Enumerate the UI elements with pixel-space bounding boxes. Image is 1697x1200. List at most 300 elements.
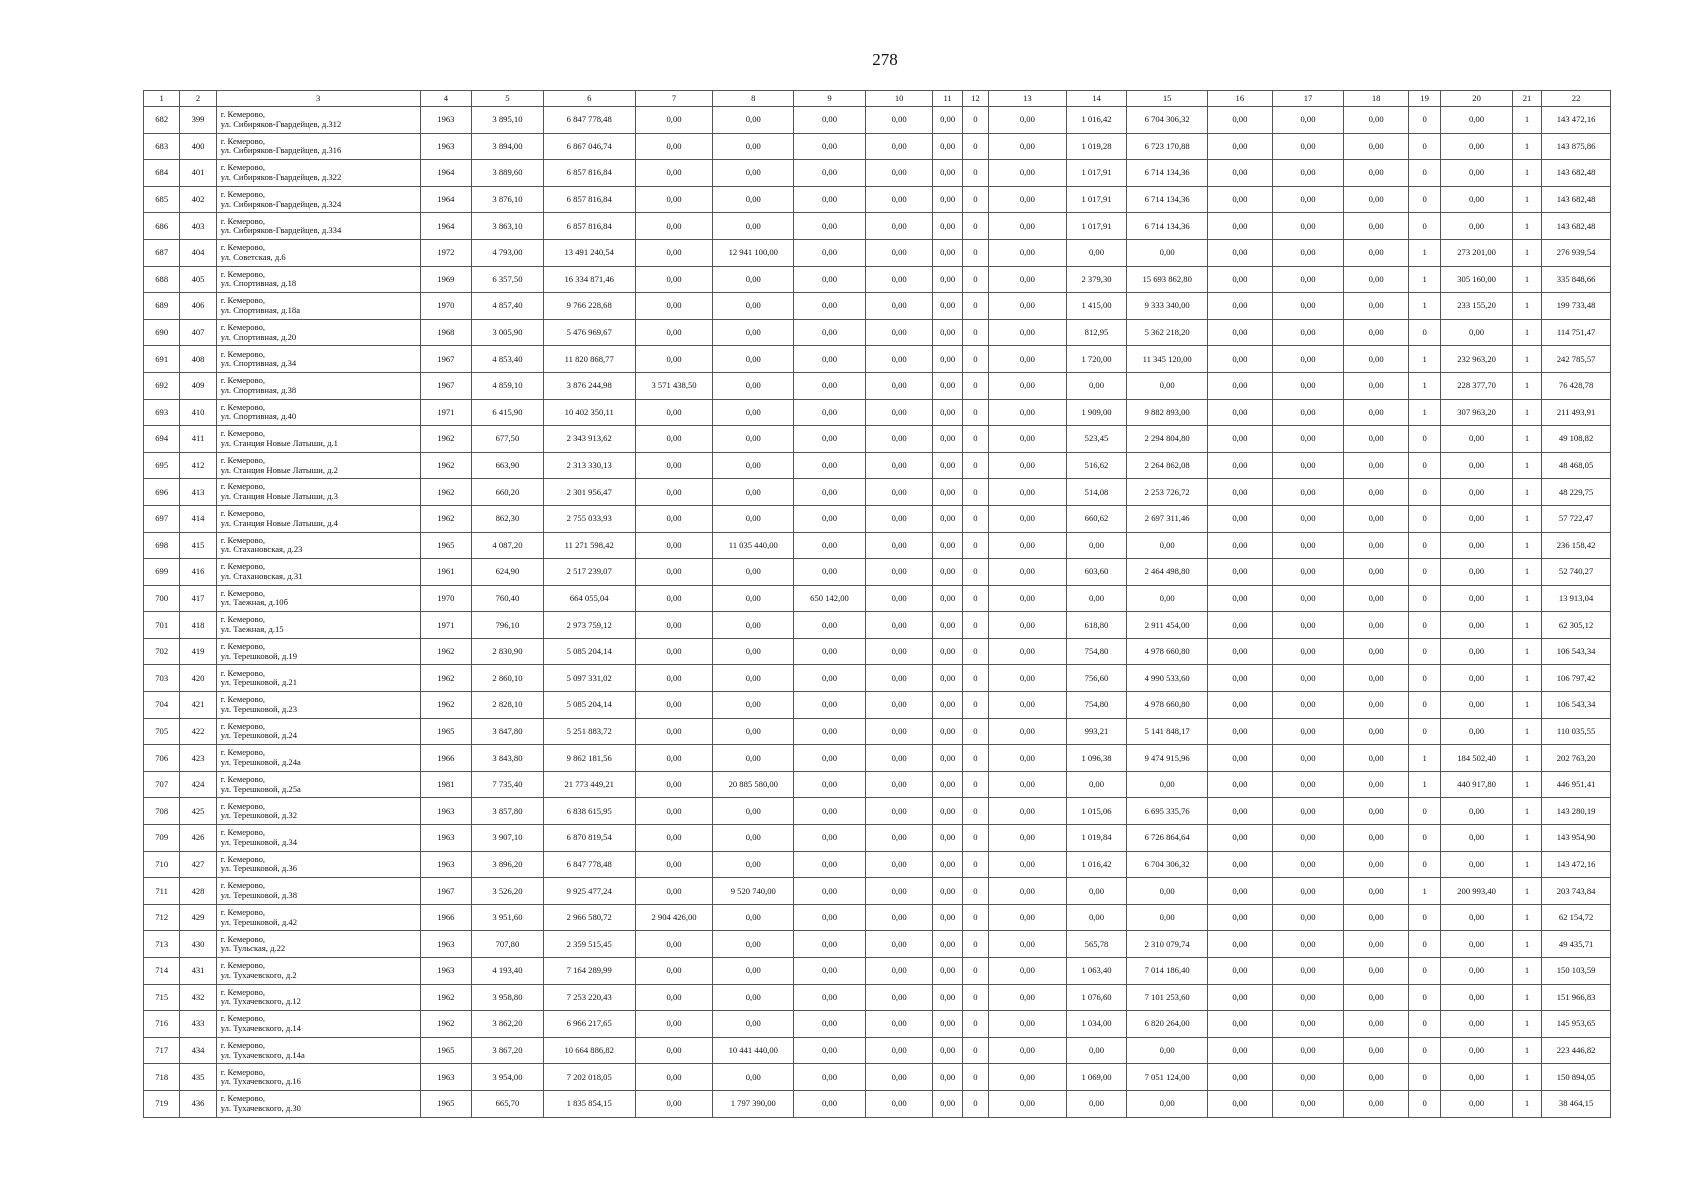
- table-cell: 1: [1512, 266, 1541, 293]
- address-line: ул. Терешковой, д.24: [220, 730, 297, 741]
- table-cell: 0,00: [933, 798, 962, 825]
- table-cell: 0,00: [794, 399, 866, 426]
- table-cell: 0,00: [933, 160, 962, 187]
- table-cell: 413: [180, 479, 216, 506]
- table-cell: 0,00: [1272, 665, 1344, 692]
- table-cell: 693: [144, 399, 180, 426]
- table-cell: 1 069,00: [1066, 1064, 1127, 1091]
- table-cell: 2 294 804,80: [1127, 426, 1208, 453]
- table-cell: 0,00: [1208, 1011, 1273, 1038]
- table-cell: 0,00: [1441, 984, 1513, 1011]
- table-cell: 1 015,06: [1066, 798, 1127, 825]
- table-cell: 0,00: [933, 399, 962, 426]
- table-row: [144, 798, 1611, 825]
- table-cell: 0,00: [1208, 1064, 1273, 1091]
- table-cell: 0: [962, 452, 988, 479]
- address-line: ул. Спортивная, д.38: [220, 384, 297, 395]
- table-cell: 0,00: [713, 1011, 794, 1038]
- table-cell: 0,00: [1344, 319, 1409, 346]
- table-cell: 0,00: [713, 931, 794, 958]
- table-cell: 0: [1408, 958, 1440, 985]
- table-cell: 663,90: [472, 452, 544, 479]
- address-line: ул. Спортивная, д.34: [220, 358, 297, 369]
- table-cell: 0,00: [1344, 612, 1409, 639]
- address-line: г. Кемерово,: [220, 375, 266, 386]
- table-cell: 423: [180, 745, 216, 772]
- table-cell: 0,00: [988, 239, 1066, 266]
- table-cell: 796,10: [472, 612, 544, 639]
- table-row: [144, 958, 1611, 985]
- address-cell: [216, 692, 420, 719]
- table-cell: 650 142,00: [794, 585, 866, 612]
- table-cell: 683: [144, 133, 180, 160]
- address-cell: [216, 293, 420, 320]
- table-cell: 1 017,91: [1066, 160, 1127, 187]
- table-cell: 1: [1512, 319, 1541, 346]
- table-cell: 420: [180, 665, 216, 692]
- table-cell: 699: [144, 559, 180, 586]
- table-cell: 6 704 306,32: [1127, 851, 1208, 878]
- table-cell: 0,00: [1127, 372, 1208, 399]
- table-cell: 0,00: [1344, 851, 1409, 878]
- table-cell: 0,00: [933, 426, 962, 453]
- table-cell: 211 493,91: [1542, 399, 1611, 426]
- address-cell: [216, 612, 420, 639]
- table-cell: 436: [180, 1090, 216, 1117]
- table-cell: 705: [144, 718, 180, 745]
- table-cell: 1970: [420, 585, 471, 612]
- table-cell: 1: [1512, 213, 1541, 240]
- table-cell: 426: [180, 825, 216, 852]
- table-row: [144, 931, 1611, 958]
- table-cell: 0: [962, 213, 988, 240]
- table-cell: 10 441 440,00: [713, 1037, 794, 1064]
- table-cell: 0: [962, 718, 988, 745]
- table-row: [144, 1037, 1611, 1064]
- table-cell: 0,00: [794, 107, 866, 134]
- table-cell: 0,00: [1208, 1090, 1273, 1117]
- table-cell: 4 193,40: [472, 958, 544, 985]
- table-cell: 236 158,42: [1542, 532, 1611, 559]
- table-cell: 15 693 862,80: [1127, 266, 1208, 293]
- address-line: г. Кемерово,: [220, 321, 266, 332]
- table-cell: 0,00: [713, 559, 794, 586]
- table-cell: 0,00: [1127, 585, 1208, 612]
- table-row: [144, 692, 1611, 719]
- address-line: г. Кемерово,: [220, 454, 266, 465]
- table-cell: 0,00: [1344, 452, 1409, 479]
- table-cell: 0,00: [988, 771, 1066, 798]
- table-cell: 0,00: [865, 186, 933, 213]
- table-cell: 0: [1408, 107, 1440, 134]
- table-cell: 0,00: [988, 638, 1066, 665]
- table-cell: 1: [1408, 745, 1440, 772]
- table-cell: 1: [1512, 559, 1541, 586]
- address-cell: [216, 878, 420, 905]
- table-cell: 9 520 740,00: [713, 878, 794, 905]
- table-cell: 0,00: [988, 426, 1066, 453]
- table-cell: 223 446,82: [1542, 1037, 1611, 1064]
- table-cell: 0,00: [794, 346, 866, 373]
- table-cell: 688: [144, 266, 180, 293]
- address-line: ул. Станция Новые Латыши, д.3: [220, 491, 338, 502]
- column-number: 18: [1344, 91, 1409, 107]
- table-cell: 0: [1408, 904, 1440, 931]
- table-cell: 704: [144, 692, 180, 719]
- table-cell: 150 103,59: [1542, 958, 1611, 985]
- table-cell: 3 847,80: [472, 718, 544, 745]
- table-cell: 1: [1408, 372, 1440, 399]
- table-cell: 0,00: [635, 878, 713, 905]
- table-cell: 0,00: [1208, 293, 1273, 320]
- table-cell: 660,62: [1066, 505, 1127, 532]
- address-line: ул. Терешковой, д.24а: [220, 757, 301, 768]
- table-cell: 0,00: [1441, 186, 1513, 213]
- table-cell: 49 435,71: [1542, 931, 1611, 958]
- table-cell: 411: [180, 426, 216, 453]
- table-cell: 11 271 598,42: [543, 532, 635, 559]
- address-line: г. Кемерово,: [220, 614, 266, 625]
- table-cell: 2 966 580,72: [543, 904, 635, 931]
- table-cell: 0: [962, 585, 988, 612]
- table-cell: 0,00: [713, 745, 794, 772]
- table-cell: 1971: [420, 399, 471, 426]
- table-cell: 0,00: [988, 372, 1066, 399]
- table-cell: 6 714 134,36: [1127, 213, 1208, 240]
- table-cell: 0,00: [933, 612, 962, 639]
- address-cell: [216, 1011, 420, 1038]
- address-line: ул. Терешковой, д.34: [220, 836, 297, 847]
- table-cell: 1 076,60: [1066, 984, 1127, 1011]
- table-cell: 4 978 660,80: [1127, 638, 1208, 665]
- table-cell: 0,00: [1208, 266, 1273, 293]
- address-cell: [216, 426, 420, 453]
- address-line: г. Кемерово,: [220, 1093, 266, 1104]
- table-cell: 1962: [420, 1011, 471, 1038]
- table-row: [144, 479, 1611, 506]
- table-cell: 0,00: [794, 718, 866, 745]
- table-row: [144, 878, 1611, 905]
- column-number: 15: [1127, 91, 1208, 107]
- table-cell: 0,00: [988, 559, 1066, 586]
- table-cell: 0,00: [1344, 293, 1409, 320]
- table-cell: 402: [180, 186, 216, 213]
- table-cell: 1: [1512, 771, 1541, 798]
- table-cell: 0,00: [1344, 878, 1409, 905]
- table-cell: 4 853,40: [472, 346, 544, 373]
- address-line: ул. Сибиряков-Гвардейцев, д.312: [220, 118, 342, 129]
- table-cell: 0,00: [794, 692, 866, 719]
- column-number-row: [144, 91, 1611, 107]
- address-line: ул. Тухачевского, д.2: [220, 969, 297, 980]
- table-cell: 0,00: [933, 585, 962, 612]
- address-line: г. Кемерово,: [220, 960, 266, 971]
- column-number: 4: [420, 91, 471, 107]
- table-cell: 10 664 886,82: [543, 1037, 635, 1064]
- table-cell: 0: [1408, 1011, 1440, 1038]
- table-cell: 2 359 515,45: [543, 931, 635, 958]
- table-row: [144, 133, 1611, 160]
- table-cell: 0,00: [865, 798, 933, 825]
- table-cell: 0,00: [1066, 372, 1127, 399]
- table-cell: 7 202 018,05: [543, 1064, 635, 1091]
- table-cell: 710: [144, 851, 180, 878]
- table-cell: 1: [1512, 638, 1541, 665]
- table-cell: 0,00: [1344, 160, 1409, 187]
- table-cell: 143 954,90: [1542, 825, 1611, 852]
- table-cell: 3 954,00: [472, 1064, 544, 1091]
- table-row: [144, 718, 1611, 745]
- table-cell: 415: [180, 532, 216, 559]
- table-cell: 430: [180, 931, 216, 958]
- table-cell: 0,00: [635, 160, 713, 187]
- table-cell: 151 966,83: [1542, 984, 1611, 1011]
- table-cell: 0,00: [794, 931, 866, 958]
- table-cell: 1: [1512, 851, 1541, 878]
- table-cell: 1962: [420, 479, 471, 506]
- table-cell: 408: [180, 346, 216, 373]
- address-line: ул. Спортивная, д.18а: [220, 304, 301, 315]
- table-cell: 1963: [420, 825, 471, 852]
- table-cell: 5 476 969,67: [543, 319, 635, 346]
- table-cell: 0,00: [988, 745, 1066, 772]
- column-number: 10: [865, 91, 933, 107]
- address-line: ул. Спортивная, д.20: [220, 331, 297, 342]
- table-cell: 0,00: [1066, 904, 1127, 931]
- table-cell: 0,00: [933, 851, 962, 878]
- table-cell: 665,70: [472, 1090, 544, 1117]
- table-cell: 1: [1512, 346, 1541, 373]
- table-cell: 717: [144, 1037, 180, 1064]
- table-cell: 0,00: [933, 479, 962, 506]
- table-cell: 0,00: [635, 1090, 713, 1117]
- address-cell: [216, 505, 420, 532]
- table-cell: 0,00: [1441, 825, 1513, 852]
- table-cell: 1965: [420, 532, 471, 559]
- table-cell: 0,00: [988, 612, 1066, 639]
- table-cell: 0: [1408, 585, 1440, 612]
- table-cell: 1962: [420, 452, 471, 479]
- table-cell: 1964: [420, 213, 471, 240]
- table-cell: 0,00: [635, 798, 713, 825]
- table-cell: 143 875,86: [1542, 133, 1611, 160]
- table-cell: 0: [962, 1064, 988, 1091]
- table-cell: 0: [962, 931, 988, 958]
- table-row: [144, 984, 1611, 1011]
- table-cell: 0,00: [1344, 133, 1409, 160]
- table-cell: 0,00: [933, 771, 962, 798]
- table-cell: 0,00: [794, 186, 866, 213]
- table-cell: 0,00: [1344, 798, 1409, 825]
- table-cell: 0,00: [794, 1064, 866, 1091]
- table-cell: 0: [962, 771, 988, 798]
- table-cell: 2 343 913,62: [543, 426, 635, 453]
- table-cell: 1966: [420, 745, 471, 772]
- table-cell: 0,00: [1441, 665, 1513, 692]
- table-cell: 0,00: [1208, 958, 1273, 985]
- table-cell: 0,00: [1441, 1064, 1513, 1091]
- table-cell: 2 697 311,46: [1127, 505, 1208, 532]
- table-cell: 0,00: [1208, 399, 1273, 426]
- table-cell: 0,00: [1344, 692, 1409, 719]
- table-cell: 0,00: [713, 133, 794, 160]
- table-cell: 0,00: [1344, 426, 1409, 453]
- table-cell: 6 357,50: [472, 266, 544, 293]
- table-cell: 0,00: [988, 532, 1066, 559]
- address-cell: [216, 825, 420, 852]
- table-cell: 0: [962, 399, 988, 426]
- table-cell: 0,00: [1272, 878, 1344, 905]
- table-cell: 0,00: [1441, 213, 1513, 240]
- table-cell: 2 904 426,00: [635, 904, 713, 931]
- column-number: 12: [962, 91, 988, 107]
- table-cell: 0: [1408, 319, 1440, 346]
- table-cell: 3 876,10: [472, 186, 544, 213]
- table-cell: 9 766 228,68: [543, 293, 635, 320]
- table-cell: 233 155,20: [1441, 293, 1513, 320]
- table-cell: 0,00: [1208, 319, 1273, 346]
- table-cell: 0,00: [1272, 585, 1344, 612]
- table-cell: 0,00: [1344, 931, 1409, 958]
- table-cell: 106 797,42: [1542, 665, 1611, 692]
- table-cell: 0,00: [1208, 665, 1273, 692]
- table-cell: 0,00: [1344, 346, 1409, 373]
- table-cell: 0,00: [865, 585, 933, 612]
- table-cell: 0,00: [933, 878, 962, 905]
- table-cell: 0,00: [794, 904, 866, 931]
- column-number: 14: [1066, 91, 1127, 107]
- table-cell: 523,45: [1066, 426, 1127, 453]
- table-cell: 0,00: [1441, 718, 1513, 745]
- table-cell: 812,95: [1066, 319, 1127, 346]
- table-cell: 428: [180, 878, 216, 905]
- table-cell: 0: [962, 107, 988, 134]
- address-line: ул. Спортивная, д.40: [220, 411, 297, 422]
- table-cell: 0,00: [635, 452, 713, 479]
- table-cell: 404: [180, 239, 216, 266]
- table-cell: 0,00: [988, 904, 1066, 931]
- table-cell: 0: [962, 692, 988, 719]
- table-cell: 3 951,60: [472, 904, 544, 931]
- table-cell: 1: [1512, 532, 1541, 559]
- table-cell: 431: [180, 958, 216, 985]
- table-cell: 0: [962, 319, 988, 346]
- address-cell: [216, 452, 420, 479]
- table-cell: 0,00: [1441, 160, 1513, 187]
- table-cell: 0,00: [1127, 878, 1208, 905]
- table-cell: 0,00: [988, 692, 1066, 719]
- table-cell: 4 978 660,80: [1127, 692, 1208, 719]
- table-cell: 1963: [420, 798, 471, 825]
- address-line: г. Кемерово,: [220, 215, 266, 226]
- table-cell: 0,00: [635, 612, 713, 639]
- table-cell: 0: [962, 426, 988, 453]
- table-cell: 0,00: [1272, 266, 1344, 293]
- table-cell: 0,00: [1208, 186, 1273, 213]
- table-cell: 0,00: [713, 638, 794, 665]
- table-cell: 6 857 816,84: [543, 213, 635, 240]
- address-cell: [216, 745, 420, 772]
- table-cell: 0,00: [933, 452, 962, 479]
- table-cell: 7 253 220,43: [543, 984, 635, 1011]
- table-cell: 0,00: [1208, 825, 1273, 852]
- address-line: ул. Терешковой, д.36: [220, 863, 297, 874]
- table-cell: 5 085 204,14: [543, 638, 635, 665]
- table-cell: 0: [962, 1037, 988, 1064]
- table-cell: 0,00: [794, 1037, 866, 1064]
- address-line: г. Кемерово,: [220, 827, 266, 838]
- address-line: ул. Терешковой, д.38: [220, 890, 297, 901]
- table-cell: 0: [962, 612, 988, 639]
- table-cell: 0,00: [1441, 133, 1513, 160]
- table-cell: 0,00: [1208, 372, 1273, 399]
- table-cell: 57 722,47: [1542, 505, 1611, 532]
- table-row: [144, 319, 1611, 346]
- table-cell: 0,00: [1066, 878, 1127, 905]
- table-cell: 0,00: [635, 505, 713, 532]
- table-row: [144, 107, 1611, 134]
- table-cell: 703: [144, 665, 180, 692]
- table-cell: 0,00: [1208, 452, 1273, 479]
- table-cell: 0,00: [1208, 239, 1273, 266]
- table-cell: 0,00: [933, 346, 962, 373]
- table-cell: 1962: [420, 426, 471, 453]
- table-cell: 6 847 778,48: [543, 851, 635, 878]
- table-cell: 0,00: [1344, 532, 1409, 559]
- table-cell: 200 993,40: [1441, 878, 1513, 905]
- table-cell: 0,00: [1344, 1011, 1409, 1038]
- table-cell: 0,00: [1208, 505, 1273, 532]
- table-cell: 409: [180, 372, 216, 399]
- table-cell: 6 867 046,74: [543, 133, 635, 160]
- table-cell: 0,00: [988, 665, 1066, 692]
- table-row: [144, 612, 1611, 639]
- table-cell: 708: [144, 798, 180, 825]
- address-line: ул. Спортивная, д.18: [220, 278, 297, 289]
- table-cell: 0,00: [635, 186, 713, 213]
- table-cell: 3 862,20: [472, 1011, 544, 1038]
- table-cell: 5 085 204,14: [543, 692, 635, 719]
- table-cell: 0: [962, 559, 988, 586]
- table-cell: 0,00: [713, 426, 794, 453]
- table-cell: 0,00: [1208, 585, 1273, 612]
- table-cell: 440 917,80: [1441, 771, 1513, 798]
- address-cell: [216, 479, 420, 506]
- table-cell: 143 472,16: [1542, 107, 1611, 134]
- table-cell: 0,00: [1272, 293, 1344, 320]
- table-cell: 712: [144, 904, 180, 931]
- table-cell: 0,00: [1272, 160, 1344, 187]
- table-cell: 1963: [420, 851, 471, 878]
- address-line: г. Кемерово,: [220, 109, 266, 120]
- table-cell: 0,00: [1208, 532, 1273, 559]
- table-cell: 0,00: [1344, 479, 1409, 506]
- table-cell: 1: [1512, 745, 1541, 772]
- table-cell: 1: [1408, 771, 1440, 798]
- address-line: г. Кемерово,: [220, 481, 266, 492]
- table-cell: 0,00: [1441, 798, 1513, 825]
- table-cell: 0,00: [1208, 160, 1273, 187]
- address-cell: [216, 931, 420, 958]
- table-cell: 0,00: [794, 452, 866, 479]
- table-cell: 0,00: [1208, 745, 1273, 772]
- table-cell: 0,00: [865, 1090, 933, 1117]
- address-line: г. Кемерово,: [220, 774, 266, 785]
- table-cell: 1962: [420, 692, 471, 719]
- table-cell: 242 785,57: [1542, 346, 1611, 373]
- table-cell: 0,00: [1127, 1037, 1208, 1064]
- address-line: ул. Терешковой, д.42: [220, 916, 297, 927]
